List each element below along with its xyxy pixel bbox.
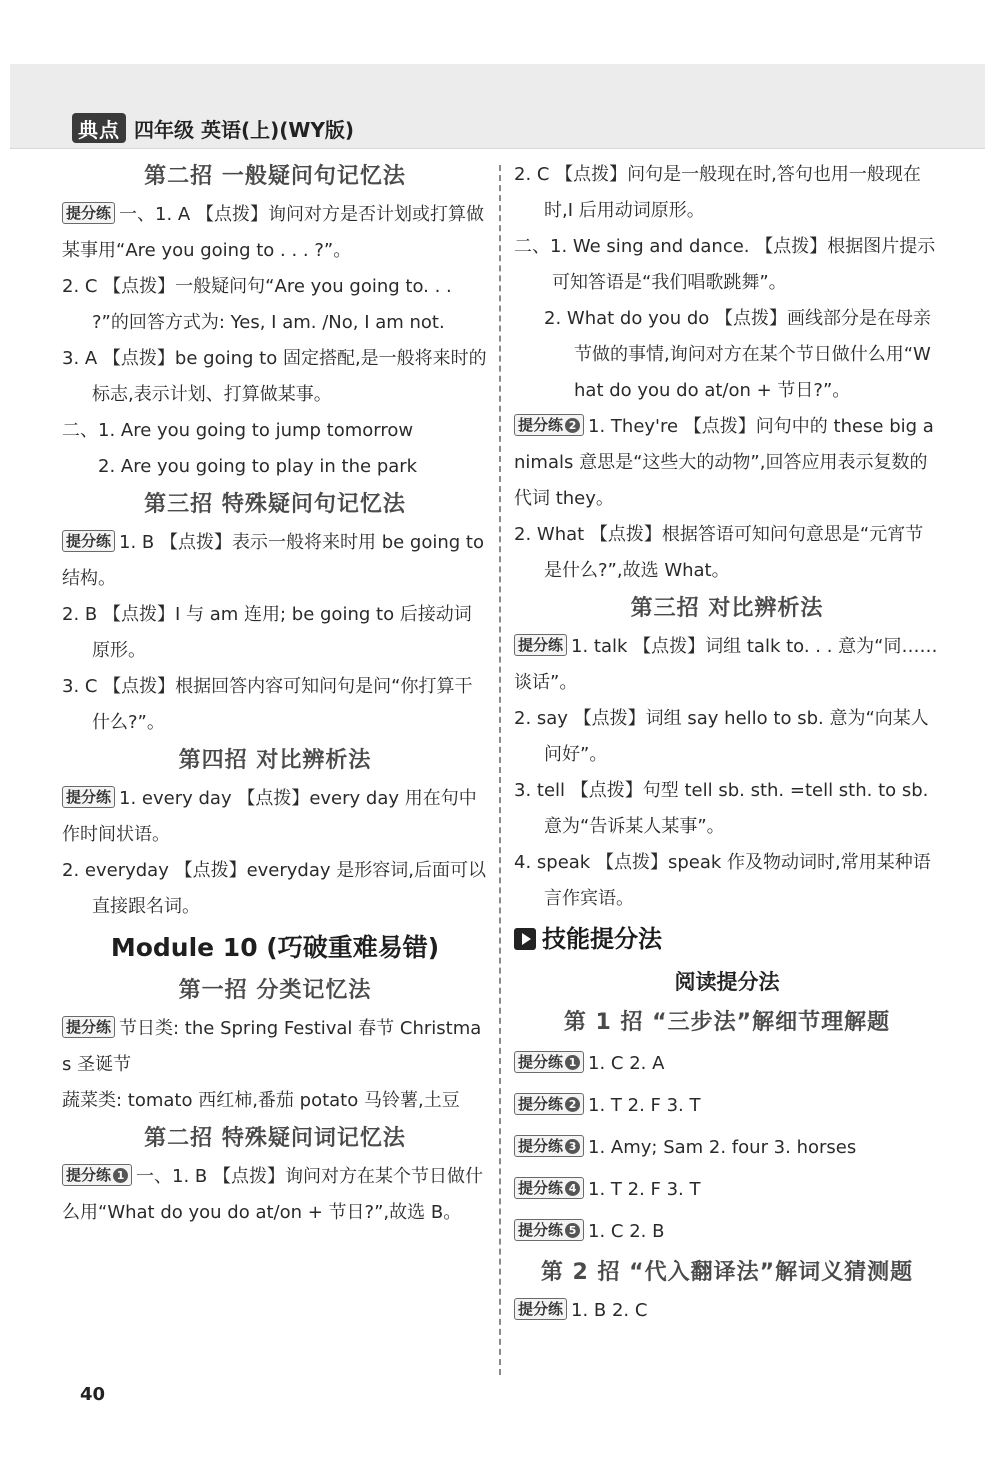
section-heading: 第二招 一般疑问句记忆法 [144,164,406,189]
page-header [10,64,985,149]
practice-badge: 提分练 1 [514,1051,584,1073]
answer-item: 提分练 一、1. A 【点拨】询问对方是否计划或打算做某事用“Are you going to . . . ?”。 [62,204,484,261]
practice-badge: 提分练 [62,1016,115,1038]
answer-item: 2. C 【点拨】问句是一般现在时,答句也用一般现在时,I 后用动词原形。 [514,164,921,221]
practice-badge: 提分练 [514,1298,567,1320]
answer-item: 2. say 【点拨】词组 say hello to sb. 意为“向某人问好”。 [514,708,929,765]
skill-heading: 技能提分法 [514,917,940,961]
module-heading: Module 10 (巧破重难易错) [110,933,440,962]
practice-badge: 提分练 [62,202,115,224]
practice-number: 1 [113,1168,128,1183]
right-column [514,157,940,1329]
answer-item: 2. C 【点拨】一般疑问句“Are you going to. . . ?”的回答方式为: Yes, I am. /No, I am not. [62,276,452,333]
answer-item: 提分练 1. B 【点拨】表示一般将来时用 be going to 结构。 [62,532,484,589]
answer-item: 提分练 1. every day 【点拨】every day 用在句中作时间状语。 [62,788,477,845]
answer-item: 3. C 【点拨】根据回答内容可知问句是问“你打算干什么?”。 [62,676,473,733]
section-heading: 第 2 招 “代入翻译法”解词义猜测题 [540,1260,914,1285]
practice-badge: 提分练 2 [514,414,584,436]
answer-item: 3. tell 【点拨】句型 tell sb. sth. =tell sth. to sb. 意为“告诉某人某事”。 [514,780,929,837]
answer-item: 提分练 2 1. T 2. F 3. T [514,1085,940,1127]
practice-badge: 提分练 3 [514,1135,584,1157]
practice-number: 4 [565,1181,580,1196]
answer-item: 提分练 1. B 2. C [514,1293,940,1329]
answer-item: 提分练 节日类: the Spring Festival 春节 Christmas 圣诞节 [62,1018,482,1075]
answer-item: 蔬菜类: tomato 西红柿,番茄 potato 马铃薯,土豆 [62,1090,460,1111]
answer-item: 提分练 3 1. Amy; Sam 2. four 3. horses [514,1127,940,1169]
practice-number: 3 [565,1139,580,1154]
practice-number: 2 [565,1097,580,1112]
page-number: 40 [80,1384,106,1405]
answer-item: 二、1. Are you going to jump tomorrow [62,420,414,441]
practice-badge: 提分练 [62,786,115,808]
answer-item: 二、1. We sing and dance. 【点拨】根据图片提示可知答语是“我们唱歌跳舞”。 [514,236,936,293]
left-column [62,157,488,1231]
answer-item: 提分练 5 1. C 2. B [514,1211,940,1253]
answer-item: 2. Are you going to play in the park [98,456,418,477]
practice-badge: 提分练 [514,634,567,656]
brand-logo: 典点 [72,113,126,143]
section-heading: 第四招 对比辨析法 [178,748,372,773]
answer-item: 2. B 【点拨】I 与 am 连用; be going to 后接动词原形。 [62,604,472,661]
answer-item: 3. A 【点拨】be going to 固定搭配,是一般将来时的标志,表示计划、打算做某事。 [62,348,487,405]
practice-number: 2 [565,418,580,433]
practice-badge: 提分练 5 [514,1219,584,1241]
practice-badge: 提分练 4 [514,1177,584,1199]
answer-item: 提分练 4 1. T 2. F 3. T [514,1169,940,1211]
section-heading: 第三招 特殊疑问句记忆法 [144,492,406,517]
section-heading: 第二招 特殊疑问词记忆法 [144,1126,406,1151]
column-divider [499,165,501,1375]
answer-item: 提分练 2 1. They're 【点拨】问句中的 these big animals 意思是“这些大的动物”,回答应用表示复数的代词 they。 [514,416,934,509]
practice-badge: 提分练 2 [514,1093,584,1115]
book-title: 四年级 英语(上)(WY版) [134,117,355,142]
answer-item: 2. What do you do 【点拨】画线部分是在母亲节做的事情,询问对方在某个节日做什么用“What do you do at/on + 节日?”。 [544,308,932,401]
section-heading: 第三招 对比辨析法 [630,596,824,621]
play-icon [514,928,536,950]
answer-item: 4. speak 【点拨】speak 作及物动词时,常用某种语言作宾语。 [514,852,931,909]
brand [72,108,354,148]
practice-number: 1 [565,1055,580,1070]
answer-item: 提分练 1. talk 【点拨】词组 talk to. . . 意为“同……谈话”。 [514,636,938,693]
reading-heading: 阅读提分法 [674,970,780,994]
answer-item: 2. What 【点拨】根据答语可知问句意思是“元宵节是什么?”,故选 What。 [514,524,924,581]
answer-item: 提分练 1 1. C 2. A [514,1043,940,1085]
answer-item: 2. everyday 【点拨】everyday 是形容词,后面可以直接跟名词。 [62,860,486,917]
practice-badge: 提分练 1 [62,1164,132,1186]
section-heading: 第 1 招 “三步法”解细节理解题 [563,1010,891,1035]
practice-number: 5 [565,1223,580,1238]
section-heading: 第一招 分类记忆法 [178,978,372,1003]
practice-badge: 提分练 [62,530,115,552]
answer-item: 提分练 1 一、1. B 【点拨】询问对方在某个节日做什么用“What do you do at/on + 节日?”,故选 B。 [62,1166,483,1223]
